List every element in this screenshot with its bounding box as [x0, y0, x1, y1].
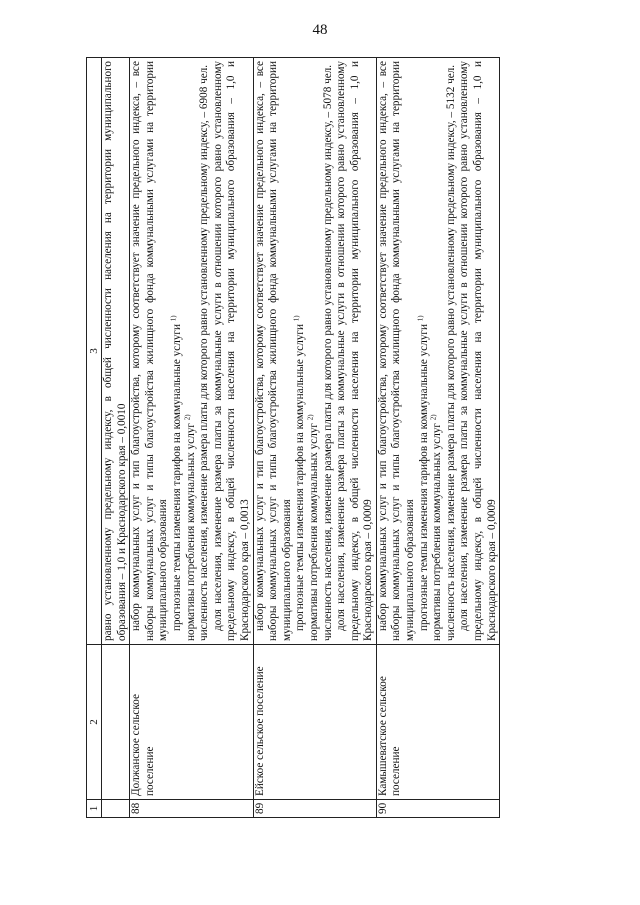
forecast-text: прогнозные темпы изменения тарифов на коммунальные услуги	[417, 324, 430, 631]
settlement-name: Должанское сельское поселение	[130, 645, 253, 800]
norms-text: нормативы потребления коммунальных услуг	[307, 422, 320, 641]
population-share-text: доля населения, изменение размера платы за коммунальные услуги в отношении которого равно установленному предельному индексу, в общей численности населения на территории муниципального образования – 1,0 и Краснодарского края – 0,0013	[211, 61, 251, 641]
continuation-name-cell	[102, 645, 130, 800]
forecast-line	[294, 61, 308, 641]
services-set-text: набор коммунальных услуг и тип благоустройства, которому соответствует значение предельного индекса, – все наборы коммунальных услуг и типы благоустройства жилищного фонда коммунальными услугами на территории муниципального образования	[376, 61, 417, 641]
row-number: 88	[130, 800, 253, 818]
services-set-text: набор коммунальных услуг и тип благоустройства, которому соответствует значение предельного индекса, – все наборы коммунальных услуг и типы благоустройства жилищного фонда коммунальными услугами на территории муниципального образования	[130, 61, 170, 641]
header-col-3: 3	[87, 58, 102, 645]
services-set-text: набор коммунальных услуг и тип благоустройства, которому соответствует значение предельного индекса, – все наборы коммунальных услуг и типы благоустройства жилищного фонда коммунальными услугами на территории муниципального образования	[253, 61, 293, 641]
norms-text: нормативы потребления коммунальных услуг	[431, 422, 444, 641]
rotated-table-wrapper	[86, 58, 558, 818]
continuation-num-cell	[102, 800, 130, 818]
row-details	[253, 58, 376, 645]
row-number: 90	[376, 800, 499, 818]
population-share-text: доля населения, изменение размера платы за коммунальные услуги в отношении которого равно установленному предельному индексу, в общей численности населения на территории муниципального образования – 1,0 и Краснодарского края – 0,0009	[458, 61, 498, 641]
continuation-text: равно установленному предельному индексу, в общей численности населения на территории муниципального образования – 1,0 и Краснодарского края – 0,0010	[102, 58, 130, 645]
footnote-ref: 2)	[306, 414, 315, 421]
norms-line	[308, 61, 322, 641]
footnote-ref: 1)	[169, 315, 178, 322]
population-text: численность населения, изменение размера платы для которого равно установленному предельному индексу, – 5132 чел.	[444, 64, 457, 641]
forecast-line	[171, 61, 185, 641]
table-row	[376, 58, 499, 818]
header-col-1: 1	[87, 800, 102, 818]
footnote-ref: 2)	[429, 414, 438, 421]
continuation-row	[102, 58, 130, 818]
table-header-row	[87, 58, 102, 818]
table-row	[130, 58, 253, 818]
forecast-text: прогнозные темпы изменения тарифов на коммунальные услуги	[170, 324, 183, 631]
table-row	[253, 58, 376, 818]
forecast-text: прогнозные темпы изменения тарифов на коммунальные услуги	[294, 324, 307, 631]
footnote-ref: 1)	[415, 315, 424, 322]
tariff-index-table	[86, 57, 500, 818]
footnote-ref: 1)	[292, 315, 301, 322]
norms-line	[182, 61, 199, 641]
population-text: численность населения, изменение размера платы для которого равно установленному предельному индексу, – 5078 чел.	[321, 64, 334, 641]
settlement-name: Ейское сельское поселение	[253, 645, 376, 800]
norms-line	[431, 61, 445, 641]
settlement-name: Камышеватское сельское поселение	[376, 645, 499, 800]
norms-text: нормативы потребления коммунальных услуг	[184, 422, 197, 641]
row-details	[376, 58, 499, 645]
header-col-2: 2	[87, 645, 102, 800]
row-number: 89	[253, 800, 376, 818]
population-text: численность населения, изменение размера платы для которого равно установленному предельному индексу, – 6908 чел.	[198, 64, 211, 641]
population-share-text: доля населения, изменение размера платы за коммунальные услуги в отношении которого равно установленному предельному индексу, в общей численности населения на территории муниципального образования – 1,0 и Краснодарского края – 0,0009	[335, 61, 375, 641]
row-details	[130, 58, 253, 645]
page-number: 48	[312, 22, 328, 38]
forecast-line	[415, 61, 432, 641]
footnote-ref: 2)	[182, 414, 191, 421]
